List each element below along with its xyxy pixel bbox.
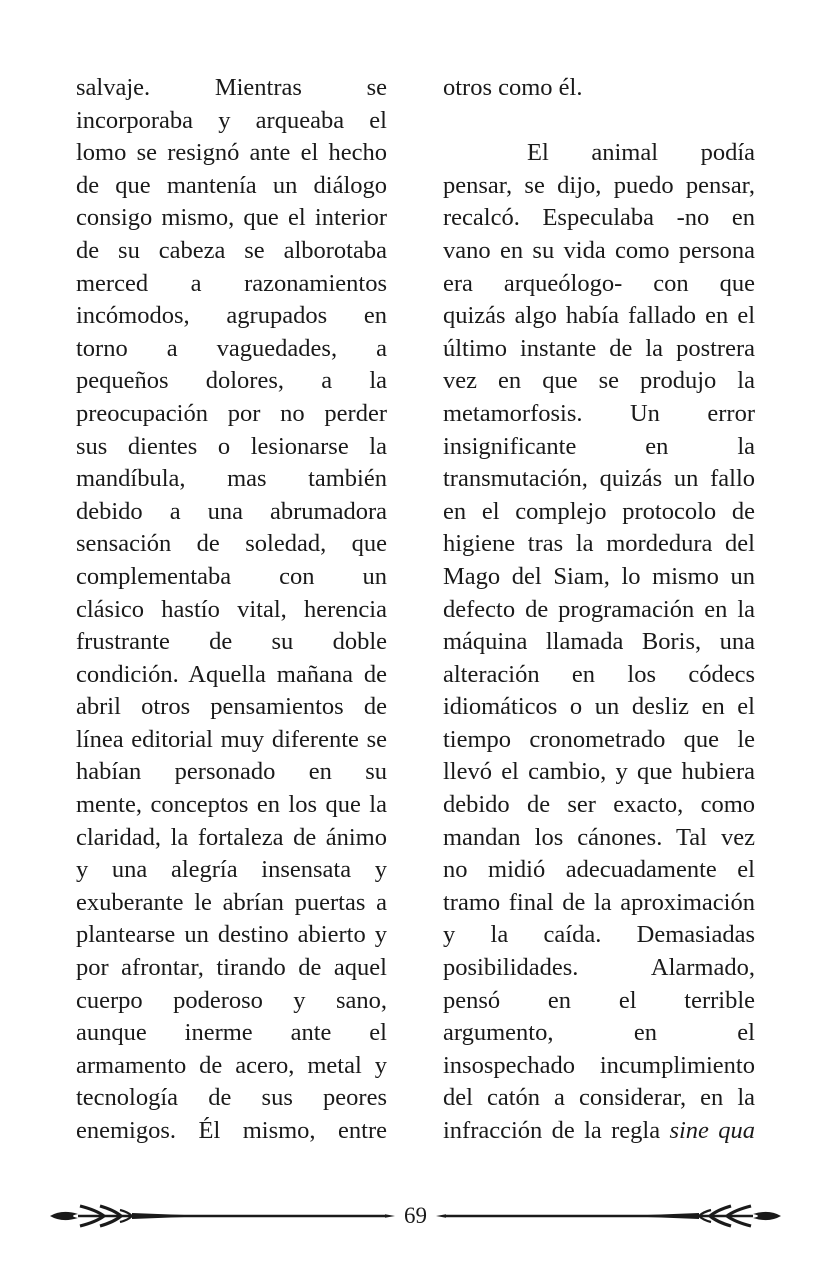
text-line: mente, conceptos en los que la <box>76 791 387 819</box>
text-line: aunque inerme ante el <box>76 1019 387 1047</box>
text-line: posibilidades. Alarmado, <box>443 954 755 982</box>
text-line: sus dientes o lesionarse la <box>76 432 387 460</box>
text-line: idiomáticos o un desliz en el <box>443 693 755 721</box>
text-line: exuberante le abrían puertas a <box>76 888 387 916</box>
text-line: abril otros pensamientos de <box>76 693 387 721</box>
text-line: pensó en el terrible <box>443 986 755 1014</box>
latin-phrase: sine qua <box>669 1117 756 1144</box>
text-line: y la caída. Demasiadas <box>443 921 755 949</box>
text-line: tiempo cronometrado que le <box>443 725 755 753</box>
text-line: enemigos. Él mismo, entre <box>76 1117 387 1144</box>
text-line: defecto de programación en la <box>443 595 755 623</box>
text-line: transmutación, quizás un fallo <box>443 465 755 493</box>
right-column <box>443 72 755 1148</box>
text-line: armamento de acero, metal y <box>76 1051 387 1079</box>
text-line: quizás algo había fallado en el <box>443 302 755 330</box>
text-line: de que mantenía un diálogo <box>76 171 387 199</box>
text-line: cuerpo poderoso y sano, <box>76 986 387 1014</box>
text-line: incómodos, agrupados en <box>76 302 387 330</box>
text-line: insospechado incumplimiento <box>443 1051 755 1079</box>
text-line: consigo mismo, que el interior <box>76 204 387 232</box>
text-line: en el complejo protocolo de <box>443 497 755 525</box>
text-line: tramo final de la aproximación <box>443 888 755 916</box>
text-line: mandíbula, mas también <box>76 465 387 493</box>
paragraph-gap <box>443 105 755 138</box>
text-line: llevó el cambio, y que hubiera <box>443 758 755 786</box>
text-line: claridad, la fortaleza de ánimo <box>76 823 387 851</box>
text-line: clásico hastío vital, herencia <box>76 595 387 623</box>
paragraph-end-line: otros como él. <box>443 74 583 101</box>
text-line: era arqueólogo- con que <box>443 269 755 297</box>
text-line: condición. Aquella mañana de <box>76 660 387 688</box>
text-line-final: infracción de la regla sine qua <box>443 1117 756 1144</box>
text-line: higiene tras la mordedura del <box>443 530 755 558</box>
text-line: alteración en los códecs <box>443 660 755 688</box>
text-line: tecnología de sus peores <box>76 1084 387 1112</box>
text-line: recalcó. Especulaba -no en <box>443 204 755 232</box>
text-line: lomo se resignó ante el hecho <box>76 139 387 167</box>
text-line: por afrontar, tirando de aquel <box>76 954 387 982</box>
text-line: y una alegría insensata y <box>76 856 387 884</box>
text-line: debido de ser exacto, como <box>443 791 755 819</box>
text-line: incorporaba y arqueaba el <box>76 106 387 134</box>
text-line: insignificante en la <box>443 432 755 460</box>
text-line: línea editorial muy diferente se <box>76 725 387 753</box>
paragraph <box>443 137 755 1115</box>
text-line: no midió adecuadamente el <box>443 856 755 884</box>
text-line: preocupación por no perder <box>76 399 387 427</box>
text-line: último instante de la postrera <box>443 334 755 362</box>
text-line: de su cabeza se alborotaba <box>76 236 387 264</box>
text-line-indented: El animal podía <box>527 139 755 167</box>
left-column <box>76 72 387 1148</box>
text-line: debido a una abrumadora <box>76 497 387 525</box>
text-line: mandan los cánones. Tal vez <box>443 823 755 851</box>
text-line: plantearse un destino abierto y <box>76 921 387 949</box>
text-line: torno a vaguedades, a <box>76 334 387 362</box>
text-line: metamorfosis. Un error <box>443 399 755 427</box>
text-line: pensar, se dijo, puedo pensar, <box>443 171 755 199</box>
text-line: merced a razonamientos <box>76 269 387 297</box>
text-line: frustrante de su doble <box>76 628 387 656</box>
page-number: 69 <box>404 1203 427 1228</box>
text-line: vez en que se produjo la <box>443 367 755 395</box>
text-line: vano en su vida como persona <box>443 236 755 264</box>
text-line: argumento, en el <box>443 1019 755 1047</box>
text-line: complementaba con un <box>76 562 387 590</box>
text-line: sensación de soledad, que <box>76 530 387 558</box>
text-line: salvaje. Mientras se <box>76 74 387 101</box>
text-line: máquina llamada Boris, una <box>443 628 755 656</box>
text-line: habían personado en su <box>76 758 387 786</box>
text-line: del catón a considerar, en la <box>443 1084 755 1112</box>
text-line: pequeños dolores, a la <box>76 367 387 395</box>
text-line: Mago del Siam, lo mismo un <box>443 562 755 590</box>
